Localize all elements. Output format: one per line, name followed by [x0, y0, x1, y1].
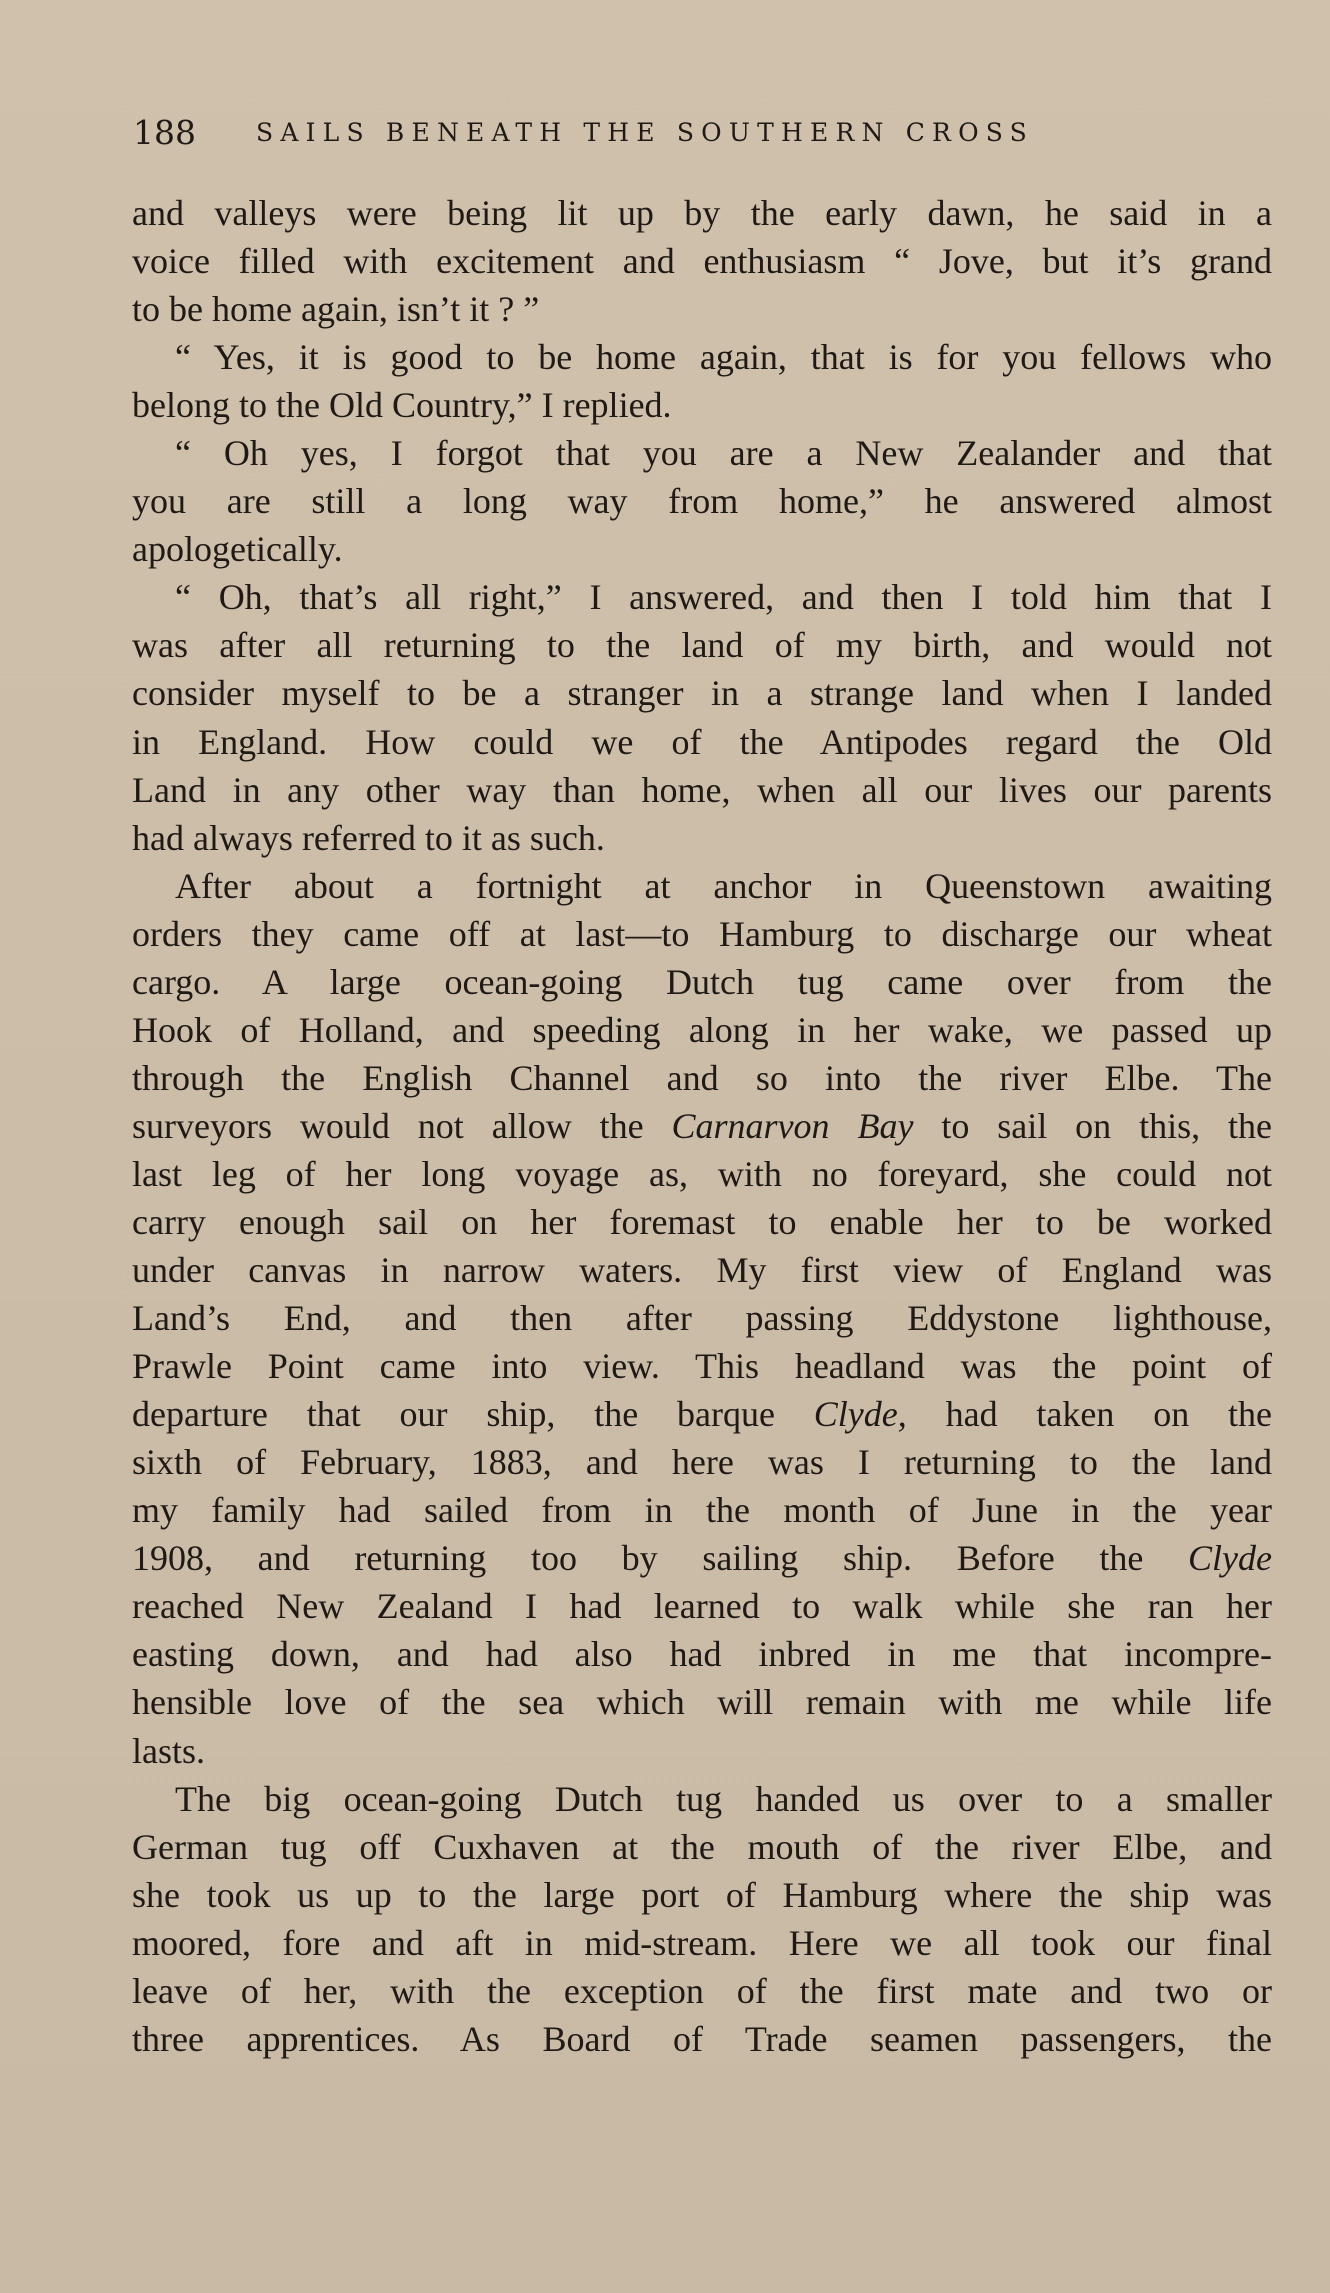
page-header — [133, 112, 1213, 154]
ship-name-clyde: Clyde — [1188, 1538, 1272, 1579]
text-segment: departure that our ship, the barque — [132, 1394, 814, 1435]
text-line: Hook of Holland, and speeding along in her wake, we passed up — [132, 1009, 1272, 1050]
text-line: was after all returning to the land of my birth, and would not — [132, 625, 1272, 666]
text-segment: surveyors would not allow the — [132, 1105, 672, 1146]
text-line — [132, 1102, 1272, 1150]
text-line: to be home again, isn’t it ? ” — [132, 289, 540, 330]
text-line: lasts. — [132, 1730, 206, 1771]
text-line: three apprentices. As Board of Trade seamen passengers, the — [132, 2018, 1272, 2059]
text-line: consider myself to be a stranger in a strange land when I landed — [132, 673, 1272, 714]
text-line: “ Yes, it is good to be home again, that is for you fellows who — [175, 337, 1272, 378]
text-line: The big ocean-going Dutch tug handed us over to a smaller — [175, 1778, 1272, 1819]
text-line: sixth of February, 1883, and here was I returning to the land — [132, 1442, 1272, 1483]
running-head: SAILS BENEATH THE SOUTHERN CROSS — [256, 118, 1034, 147]
text-line: through the English Channel and so into the river Elbe. The — [132, 1057, 1272, 1098]
text-line: last leg of her long voyage as, with no foreyard, she could not — [132, 1153, 1272, 1194]
text-line: under canvas in narrow waters. My first view of England was — [132, 1250, 1272, 1291]
text-line: Prawle Point came into view. This headland was the point of — [132, 1346, 1272, 1387]
ship-name-clyde: Clyde, — [813, 1394, 907, 1435]
text-line: you are still a long way from home,” he answered almost — [132, 481, 1272, 522]
text-line: moored, fore and aft in mid-stream. Here we all took our final — [132, 1922, 1272, 1963]
text-line: hensible love of the sea which will remain with me while life — [132, 1682, 1272, 1723]
text-line: in England. How could we of the Antipodes regard the Old — [132, 721, 1272, 762]
text-line: cargo. A large ocean-going Dutch tug came over from the — [132, 961, 1272, 1002]
text-line: and valleys were being lit up by the early dawn, he said in a — [132, 193, 1272, 233]
text-line: apologetically. — [132, 529, 343, 570]
body-text — [132, 189, 1272, 2063]
text-segment: 1908, and returning too by sailing ship. Before the — [132, 1538, 1189, 1579]
ship-name-carnarvon-bay: Carnarvon Bay — [671, 1105, 914, 1146]
text-line: reached New Zealand I had learned to walk while she ran her — [132, 1586, 1272, 1627]
text-line: “ Oh, that’s all right,” I answered, and then I told him that I — [175, 577, 1272, 618]
text-line: Land’s End, and then after passing Eddystone lighthouse, — [132, 1298, 1272, 1339]
text-segment: to sail on this, the — [913, 1105, 1273, 1146]
text-line: “ Oh yes, I forgot that you are a New Zealander and that — [175, 433, 1272, 474]
text-line: leave of her, with the exception of the first mate and two or — [132, 1970, 1272, 2011]
page-number: 188 — [133, 113, 196, 152]
text-line — [132, 1390, 1272, 1438]
text-line: easting down, and had also had inbred in me that incompre- — [132, 1634, 1272, 1675]
text-line: voice filled with excitement and enthusiasm “ Jove, but it’s grand — [132, 241, 1272, 282]
text-line: my family had sailed from in the month of June in the year — [132, 1490, 1272, 1531]
text-line: she took us up to the large port of Hamburg where the ship was — [132, 1874, 1272, 1915]
text-line: carry enough sail on her foremast to enable her to be worked — [132, 1201, 1272, 1242]
text-line: After about a fortnight at anchor in Queenstown awaiting — [175, 865, 1272, 906]
text-line: Land in any other way than home, when all our lives our parents — [132, 769, 1272, 810]
text-line: orders they came off at last—to Hamburg to discharge our wheat — [132, 913, 1272, 954]
text-line: had always referred to it as such. — [132, 817, 605, 858]
text-line: German tug off Cuxhaven at the mouth of the river Elbe, and — [132, 1826, 1272, 1867]
text-segment: had taken on the — [906, 1394, 1273, 1435]
text-line: belong to the Old Country,” I replied. — [132, 385, 672, 426]
text-line — [132, 1534, 1272, 1582]
